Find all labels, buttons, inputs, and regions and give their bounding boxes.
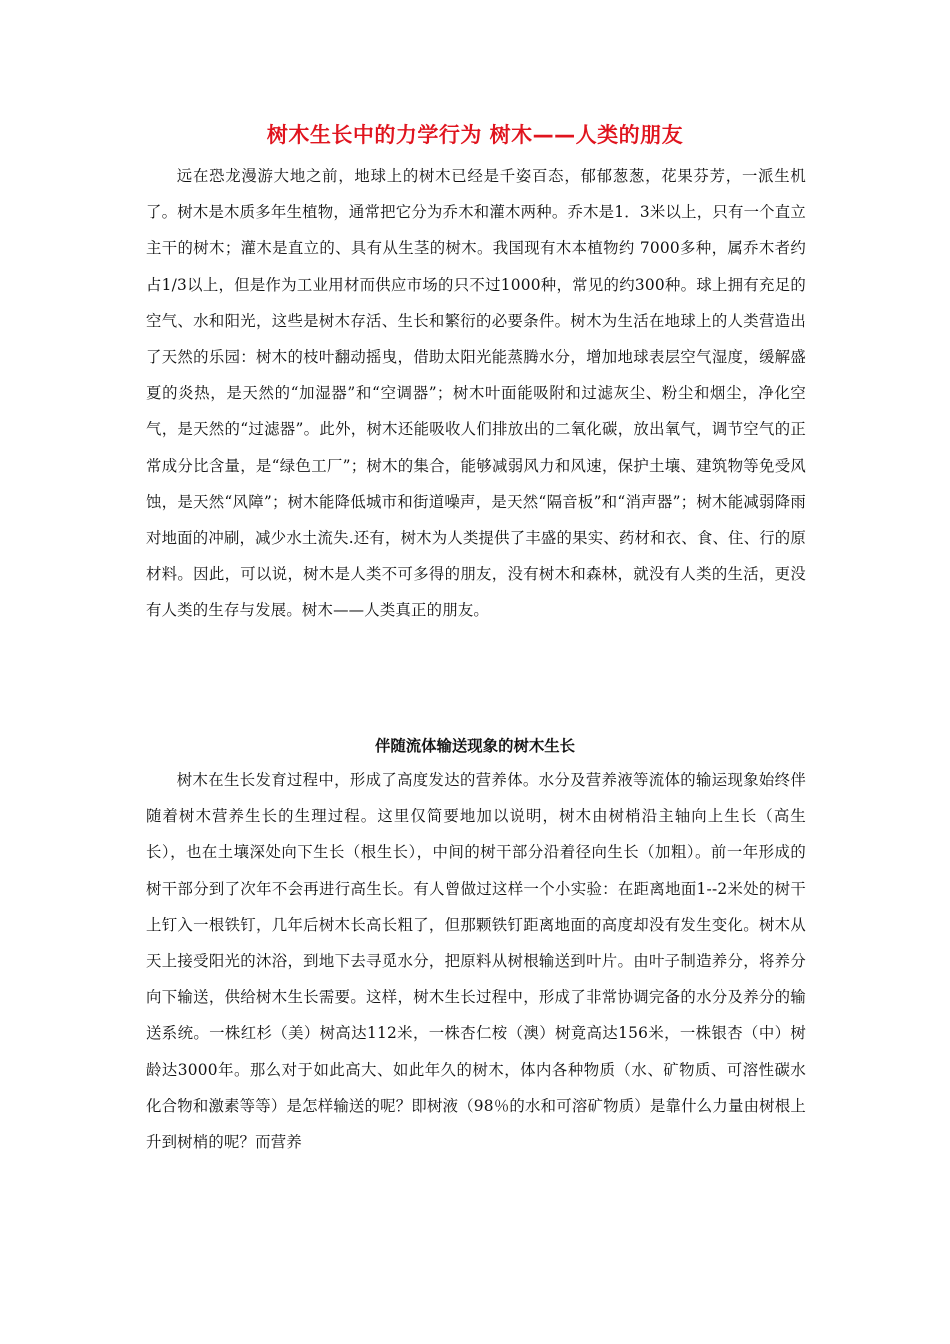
document-title: 树木生长中的力学行为 树木——人类的朋友 (266, 123, 684, 147)
section-subtitle: 伴随流体输送现象的树木生长 (374, 737, 576, 755)
paragraph-intro: 远在恐龙漫游大地之前，地球上的树木已经是千姿百态，郁郁葱葱，花果芬芳，一派生机了。树木是木质多年生植物，通常把它分为乔木和灌木两种。乔木是1．3米以上，只有一个直立主干的树木；灌木是直立的、具有从生茎的树木。我国现有木本植物约 7000多种，属乔木者约占1/3以上，但是作为工业用材而供应市场的只不过1000种，常见的约300种。球上拥有充足的空气、水和阳光，这些是树木存活、生长和繁衍的必要条件。树木为生活在地球上的人类营造出了天然的乐园：树木的枝叶翻动摇曳，借助太阳光能蒸腾水分，增加地球表层空气湿度，缓解盛夏的炎热，是天然的“加湿器”和“空调器”；树木叶面能吸附和过滤灰尘、粉尘和烟尘，净化空气，是天然的“过滤器”。此外，树木还能吸收人们排放出的二氧化碳，放出氧气，调节空气的正常成分比含量，是“绿色工厂”；树木的集合，能够减弱风力和风速，保护土壤、建筑物等免受风蚀，是天然“风障”；树木能降低城市和街道噪声，是天然“隔音板”和“消声器”；树木能减弱降雨对地面的冲刷，减少水土流失.还有，树木为人类提供了丰盛的果实、药材和衣、食、住、行的原材料。因此，可以说，树木是人类不可多得的朋友，没有树木和森林，就没有人类的生活，更没有人类的生存与发展。树木——人类真正的朋友。 (146, 167, 806, 620)
paragraph-fluid-transport: 树木在生长发育过程中，形成了高度发达的营养体。水分及营养液等流体的输运现象始终伴随着树木营养生长的生理过程。这里仅简要地加以说明，树木由树梢沿主轴向上生长（高生长），也在土壤深处向下生长（根生长），中间的树干部分沿着径向生长（加粗）。前一年形成的树干部分到了次年不会再进行高生长。有人曾做过这样一个小实验：在距离地面1--2米处的树干上钉入一根铁钉，几年后树木长高长粗了，但那颗铁钉距离地面的高度却没有发生变化。树木从天上接受阳光的沐浴，到地下去寻觅水分，把原料从树根输送到叶片。由叶子制造养分，将养分向下输送，供给树木生长需要。这样，树木生长过程中，形成了非常协调完备的水分及养分的输送系统。一株红杉（美）树高达112米，一株杏仁桉（澳）树竟高达156米，一株银杏（中）树龄达3000年。那么对于如此高大、如此年久的树木，体内各种物质（水、矿物质、可溶性碳水化合物和激素等等）是怎样输送的呢？即树液（98％的水和可溶矿物质）是靠什么力量由树根上升到树梢的呢？而营养 (146, 771, 806, 1152)
